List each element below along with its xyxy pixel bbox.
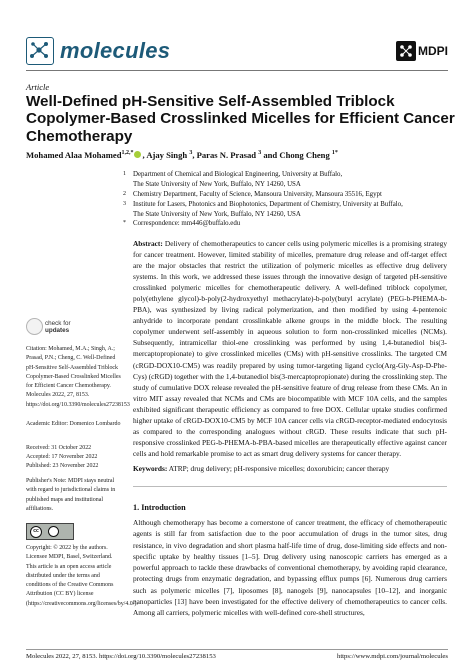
abstract-text: Delivery of chemotherapeutics to cancer cells using polymeric micelles is a promising strategy for cancer treatment. However, limited stability of micelles, premature drug release and off-target effect are the major obstacles that restrict the utilization of polymeric micelles as effective drug delivery systems. In this work, we addressed these issues through the innovative design of targeted pH-sensitive crosslinked polymeric micelles for chemotherapeutic delivery. A well-defined triblock copolymer, poly(ethylene glycol)-b-poly(2-hydroxyethyl methacrylate)-b-poly(butyl acrylate) (PEG-b-PHEMA-b-PBA), was synthesized by living radical polymerization, and then modified by using 4-pentenoic anhydride to incorporate pendant crosslinkable alkene groups in the middle block. The resulting copolymer underwent self-assembly in aqueous solution to form non-crosslinked micelles (NCMs). Subsequently, intramicellar thiol-ene crosslinking was performed by using 1,4-butanediol bis(3-mercaptopropionate) to give crosslinked micelles (CMs) with pH-sensitive crosslinks. The targeted CM (cRGD-DOX10-CM5) was readily prepared by using tumor-targeting ligand cyclo(Arg-Gly-Asp-D-Phe-Cys) (cRGD) together with the 1,4-butanediol bis(3-mercaptopropionate) during the crosslinking step. The study of cumulative DOX release revealed the pH-sensitive feature of drug release from these CMs. An in vitro MIT assay revealed that NCMs and CMs are biocompatible with MCF 10A cells, and the samples exhibited significant therapeutic efficiency as compared to free DOX. Cellular uptake studies confirmed higher uptake of cRGD-DOX10-CM5 by MCF 10A cancer cells via cRGD-receptor-mediated endocytosis as compared to the corresponding analogues without cRGD. These results indicate that such pH-responsive crosslinked PEG-b-PHEMA-b-PBA-based micelles are therapeutically effective against cancer cells and hold remarkable promise to act as smart drug delivery systems for cancer therapy. bbox=[133, 239, 447, 458]
cc-by-license-icon[interactable]: cc bbox=[26, 523, 74, 540]
author-affil: 1,2, bbox=[121, 150, 131, 157]
check-for-updates[interactable]: check for updates bbox=[45, 320, 71, 334]
author-affil: 1 bbox=[331, 150, 335, 157]
publisher-name: MDPI bbox=[418, 44, 448, 58]
publisher-logo[interactable] bbox=[396, 40, 448, 62]
author-name[interactable]: Ajay Singh bbox=[146, 150, 188, 160]
check-for-updates-icon[interactable] bbox=[26, 318, 43, 335]
received-date: Received: 31 October 2022 bbox=[26, 445, 92, 451]
section-heading: 1. Introduction bbox=[133, 503, 186, 512]
article-type: Article bbox=[26, 82, 50, 92]
article-title: Well-Defined pH-Sensitive Self-Assembled Triblock Copolymer-Based Crosslinked Micelles for Efficient Cancer Chemotherapy bbox=[26, 93, 455, 145]
mdpi-logo-icon bbox=[396, 41, 416, 61]
affiliation-2: 2 Chemistry Department, Faculty of Science, Mansoura University, Mansoura 35516, Egypt bbox=[123, 191, 382, 198]
author-name[interactable]: Mohamed Alaa Mohamed bbox=[26, 150, 122, 160]
footer-journal-url[interactable]: https://www.mdpi.com/journal/molecules bbox=[336, 653, 448, 660]
footer-divider bbox=[26, 649, 448, 650]
author-name[interactable]: Paras N. Prasad bbox=[196, 150, 257, 160]
footer-citation[interactable]: Molecules 2022, 27, 8153. https://doi.org/10.3390/molecules27238153 bbox=[26, 653, 216, 660]
introduction-text: Although chemotherapy has become a cornerstone of cancer treatment, the efficacy of chemotherapeutic agents is still far from satisfaction due to the poor accumulation of drugs in the tumor sites, drug resistance, in vivo degradation and short plasma half-life time of drug, dose-limiting side effects and non-specific uptake by healthy tissues [1–5]. Drug delivery using nanoscopic carriers has emerged as a powerful approach to tackle these drawbacks of conventional chemotherapy, by avoiding rapid clearance, protecting drugs from enzymatic degradation, and bypassing efflux pumps [6]. Numerous drug carriers such as polymeric micelles [7], liposomes [8], nanogels [9], nanocapsules [10–12], and inorganic nanoparticles [13] have been investigated for the effective delivery of chemotherapeutics to cancer cells. Among all carriers, polymeric micelles with well-defined core-shell structures, bbox=[133, 518, 447, 618]
accepted-date: Accepted: 17 November 2022 bbox=[26, 454, 98, 460]
corresponding-star: * bbox=[334, 150, 338, 157]
abstract-label: Abstract: bbox=[133, 239, 163, 248]
header-divider bbox=[26, 70, 448, 71]
publisher-note: Publisher's Note: MDPI stays neutral with regard to jurisdictional claims in published maps and institutional affiliations. bbox=[26, 478, 116, 512]
corresponding-star: * bbox=[130, 150, 134, 157]
correspondence: * Correspondence: mm446@buffalo.edu bbox=[123, 220, 241, 227]
orcid-icon[interactable] bbox=[134, 151, 141, 158]
journal-logo-icon bbox=[26, 37, 54, 65]
abstract bbox=[133, 238, 447, 459]
keywords-divider bbox=[133, 486, 447, 487]
copyright-notice: Copyright: © 2022 by the authors. Licensee MDPI, Basel, Switzerland. This article is an open access article distributed under the terms and conditions of the Creative Commons Attribution (CC BY) license (https://creativecommons.org/licenses/by/4.0/). bbox=[26, 545, 138, 607]
citation: Citation: Mohamed, M.A.; Singh, A.; Prasad, P.N.; Cheng, C. Well-Defined pH-Sensitive Self-Assembled Triblock Copolymer-Based Crosslinked Micelles for Efficient Cancer Chemotherapy. Molecules 2022, 27, 8153. https://doi.org/10.3390/molecules27238153 bbox=[26, 346, 130, 408]
keywords-label: Keywords: bbox=[133, 464, 168, 473]
affiliation-1: 1 Department of Chemical and Biological Engineering, University at Buffalo, The State University of New York, Buffalo, NY 14260, USA bbox=[123, 171, 343, 188]
author-affil: 3 bbox=[189, 150, 193, 157]
affiliation-3: 3 Institute for Lasers, Photonics and Biophotonics, Department of Chemistry, University at Buffalo, The State University of New York, Buffalo, NY 14260, USA bbox=[123, 201, 403, 218]
journal-name[interactable]: molecules bbox=[60, 38, 171, 63]
author-name[interactable]: Chong Cheng bbox=[279, 150, 330, 160]
keywords bbox=[133, 463, 447, 474]
author-list: Mohamed Alaa Mohamed$^{1,2,*}$ , Ajay Singh $^3$, Paras N. Prasad $^3$ and Chong Cheng $^{1*}$ bbox=[26, 150, 338, 160]
keywords-text: ATRP; drug delivery; pH-responsive micelles; doxorubicin; cancer therapy bbox=[168, 464, 390, 473]
published-date: Published: 23 November 2022 bbox=[26, 463, 99, 469]
author-affil: 3 bbox=[258, 150, 262, 157]
academic-editor: Academic Editor: Domenico Lombardo bbox=[26, 421, 121, 427]
